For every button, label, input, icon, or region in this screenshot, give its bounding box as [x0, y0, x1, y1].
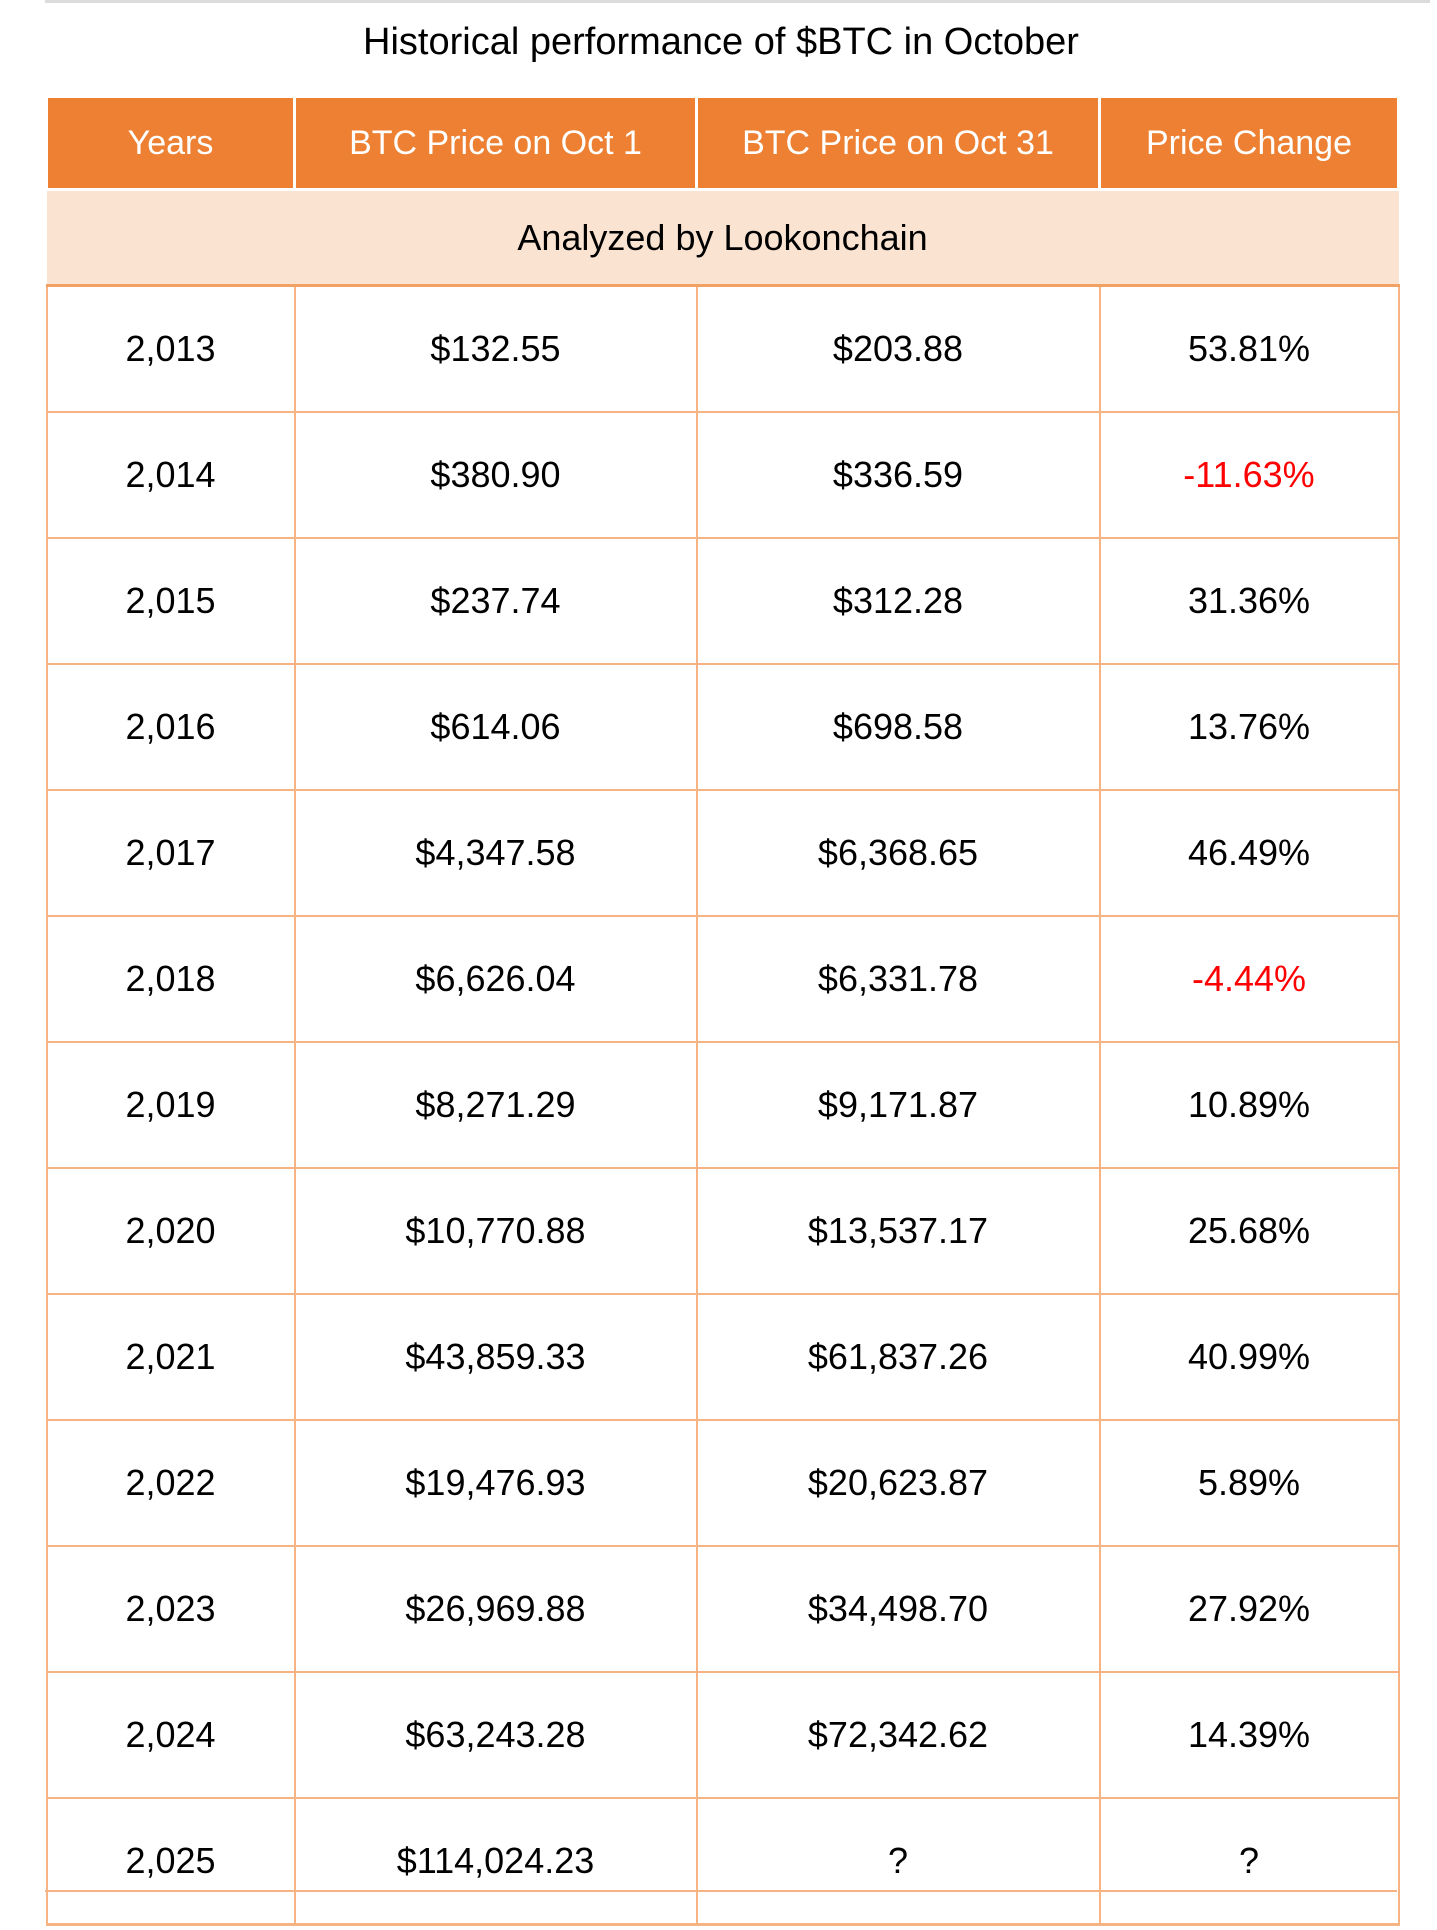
cell-price-change: 53.81%: [1100, 286, 1399, 413]
cell-oct31-price: $312.28: [697, 538, 1100, 664]
col-header-oct1: BTC Price on Oct 1: [295, 97, 697, 190]
cell-year: 2,022: [47, 1420, 295, 1546]
cell-oct1-price: $614.06: [295, 664, 697, 790]
cell-year: 2,014: [47, 412, 295, 538]
cell-price-change: 31.36%: [1100, 538, 1399, 664]
cell-oct1-price: $8,271.29: [295, 1042, 697, 1168]
table-row: [47, 1798, 1399, 1925]
cell-oct1-price: $10,770.88: [295, 1168, 697, 1294]
cell-oct1-price: $132.55: [295, 286, 697, 413]
cell-oct1-price: $237.74: [295, 538, 697, 664]
cell-price-change: -11.63%: [1100, 412, 1399, 538]
cell-oct31-price: $6,368.65: [697, 790, 1100, 916]
col-header-oct31: BTC Price on Oct 31: [697, 97, 1100, 190]
cell-year: 2,015: [47, 538, 295, 664]
cell-year: 2,019: [47, 1042, 295, 1168]
cell-oct31-price: $20,623.87: [697, 1420, 1100, 1546]
banner-cell: Analyzed by Lookonchain: [47, 190, 1399, 286]
cell-oct31-price: $34,498.70: [697, 1546, 1100, 1672]
cell-year: 2,013: [47, 286, 295, 413]
table-row: [47, 916, 1399, 1042]
header-row: [47, 97, 1399, 190]
table-row: [47, 412, 1399, 538]
table-row: [47, 1546, 1399, 1672]
page-title: Historical performance of $BTC in October: [363, 21, 1079, 63]
cell-oct1-price: $19,476.93: [295, 1420, 697, 1546]
col-header-change: Price Change: [1100, 97, 1399, 190]
table-row: [47, 1420, 1399, 1546]
col-header-years: Years: [47, 97, 295, 190]
cell-year: 2,017: [47, 790, 295, 916]
cell-oct31-price: $9,171.87: [697, 1042, 1100, 1168]
cell-price-change: 13.76%: [1100, 664, 1399, 790]
cell-oct31-price: $6,331.78: [697, 916, 1100, 1042]
cell-oct1-price: $114,024.23: [295, 1798, 697, 1925]
cell-oct31-price: $698.58: [697, 664, 1100, 790]
cell-price-change: -4.44%: [1100, 916, 1399, 1042]
cell-oct31-price: $336.59: [697, 412, 1100, 538]
btc-october-table: [45, 95, 1400, 1926]
cell-year: 2,016: [47, 664, 295, 790]
table-row: [47, 790, 1399, 916]
table-row: [47, 1672, 1399, 1798]
top-divider: [45, 0, 1430, 3]
cell-year: 2,018: [47, 916, 295, 1042]
cell-oct1-price: $43,859.33: [295, 1294, 697, 1420]
table-row: [47, 1294, 1399, 1420]
cell-price-change: 25.68%: [1100, 1168, 1399, 1294]
cell-oct31-price: $72,342.62: [697, 1672, 1100, 1798]
table-row: [47, 538, 1399, 664]
cell-oct31-price: $203.88: [697, 286, 1100, 413]
cell-oct1-price: $380.90: [295, 412, 697, 538]
cell-price-change: 27.92%: [1100, 1546, 1399, 1672]
cell-year: 2,020: [47, 1168, 295, 1294]
cell-price-change: 40.99%: [1100, 1294, 1399, 1420]
cell-oct1-price: $6,626.04: [295, 916, 697, 1042]
cell-year: 2,021: [47, 1294, 295, 1420]
bottom-divider: [45, 1890, 1397, 1892]
cell-oct31-price: $13,537.17: [697, 1168, 1100, 1294]
cell-oct31-price: ?: [697, 1798, 1100, 1925]
cell-year: 2,023: [47, 1546, 295, 1672]
cell-oct1-price: $4,347.58: [295, 790, 697, 916]
cell-year: 2,025: [47, 1798, 295, 1925]
cell-year: 2,024: [47, 1672, 295, 1798]
cell-oct1-price: $63,243.28: [295, 1672, 697, 1798]
cell-oct1-price: $26,969.88: [295, 1546, 697, 1672]
cell-price-change: 46.49%: [1100, 790, 1399, 916]
banner-row: [47, 190, 1399, 286]
cell-price-change: ?: [1100, 1798, 1399, 1925]
cell-oct31-price: $61,837.26: [697, 1294, 1100, 1420]
cell-price-change: 14.39%: [1100, 1672, 1399, 1798]
cell-price-change: 5.89%: [1100, 1420, 1399, 1546]
table-row: [47, 286, 1399, 413]
table-body: [47, 286, 1399, 1925]
table-row: [47, 664, 1399, 790]
table-row: [47, 1168, 1399, 1294]
table-row: [47, 1042, 1399, 1168]
cell-price-change: 10.89%: [1100, 1042, 1399, 1168]
